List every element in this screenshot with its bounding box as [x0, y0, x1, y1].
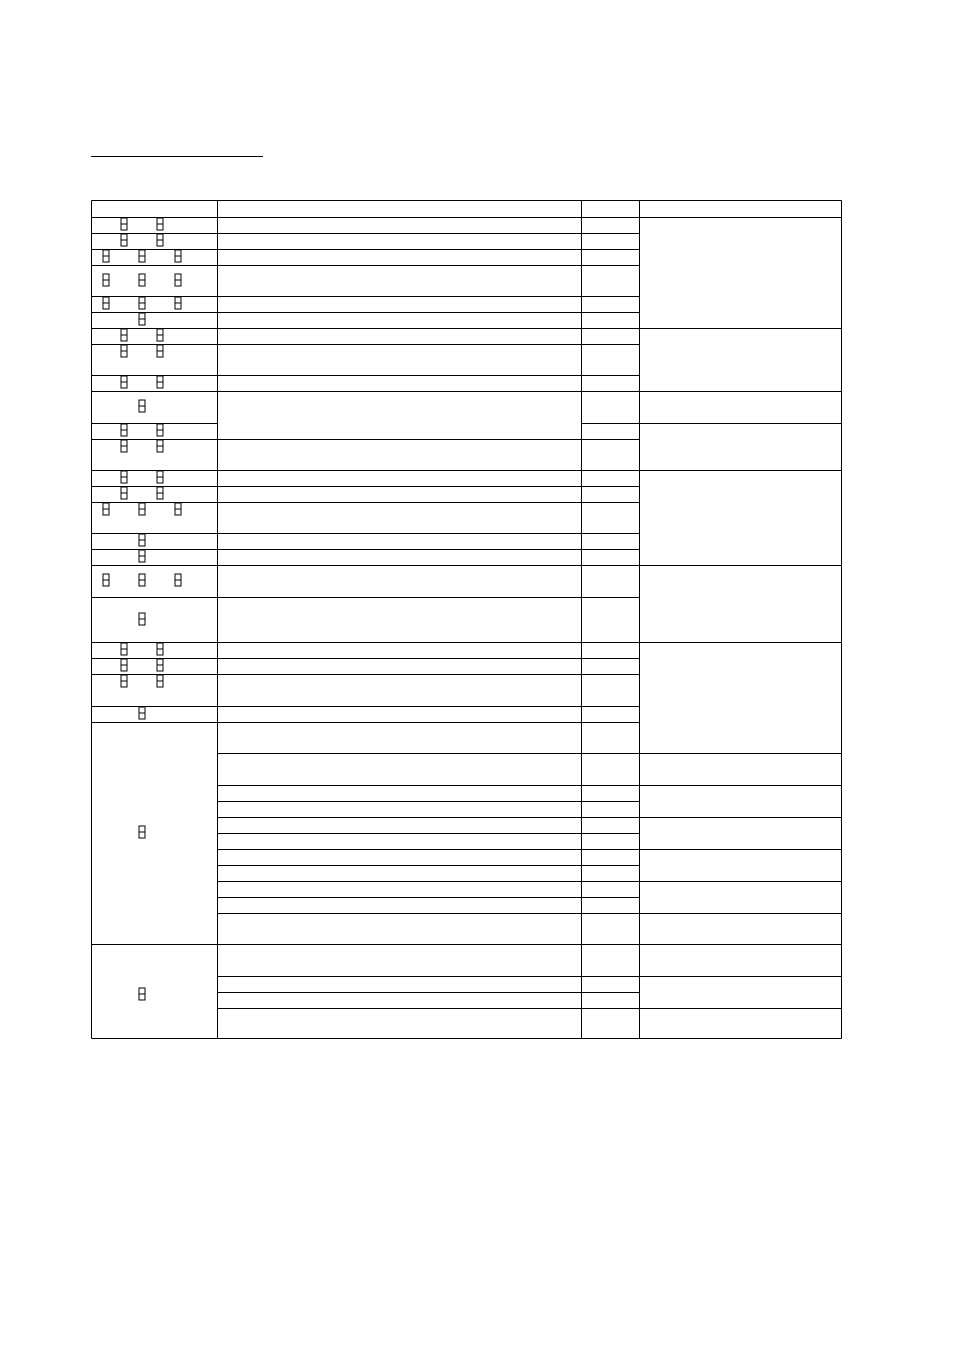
cell-glyph-mark [121, 376, 127, 388]
cell-glyph-mark [139, 274, 145, 286]
cell-glyph-mark [157, 471, 163, 483]
cell-glyph-mark [121, 218, 127, 230]
cell-glyph-mark [103, 574, 109, 586]
cell-glyph-mark [157, 643, 163, 655]
cell-glyph-mark [121, 234, 127, 246]
cell-glyph-mark [175, 274, 181, 286]
cell-glyph-mark [121, 471, 127, 483]
cell-glyph-mark [121, 487, 127, 499]
cell-glyph-mark [139, 826, 145, 838]
cell-glyph-mark [157, 659, 163, 671]
cell-glyph-mark [139, 503, 145, 515]
cell-glyph-mark [121, 424, 127, 436]
cell-glyph-mark [103, 297, 109, 309]
cell-glyph-mark [139, 613, 145, 625]
cell-glyph-mark [139, 707, 145, 719]
cell-glyph-mark [139, 250, 145, 262]
cell-glyph-mark [139, 988, 145, 1000]
cell-glyph-mark [157, 345, 163, 357]
cell-glyph-mark [157, 675, 163, 687]
cell-glyph-mark [121, 440, 127, 452]
cell-glyph-mark [121, 329, 127, 341]
cell-glyph-mark [157, 440, 163, 452]
cell-glyph-mark [121, 643, 127, 655]
cell-glyph-mark [175, 297, 181, 309]
cell-glyph-mark [139, 313, 145, 325]
cell-glyph-mark [139, 400, 145, 412]
cell-glyph-mark [103, 503, 109, 515]
cell-glyph-mark [121, 659, 127, 671]
cell-glyph-mark [175, 503, 181, 515]
cell-glyph-mark [157, 424, 163, 436]
cell-glyph-mark [139, 574, 145, 586]
cell-glyph-mark [157, 376, 163, 388]
cell-glyph-mark [139, 550, 145, 562]
cell-glyph-mark [139, 534, 145, 546]
cell-glyph-mark [121, 345, 127, 357]
cell-glyph-mark [103, 250, 109, 262]
cell-glyph-mark [157, 487, 163, 499]
cell-glyph-mark [157, 329, 163, 341]
cell-glyph-mark [103, 274, 109, 286]
cell-glyph-mark [121, 675, 127, 687]
cell-glyph-mark [139, 297, 145, 309]
cell-glyph-mark [175, 250, 181, 262]
cell-glyph-mark [157, 234, 163, 246]
cell-glyph-mark [175, 574, 181, 586]
cell-glyph-mark [157, 218, 163, 230]
